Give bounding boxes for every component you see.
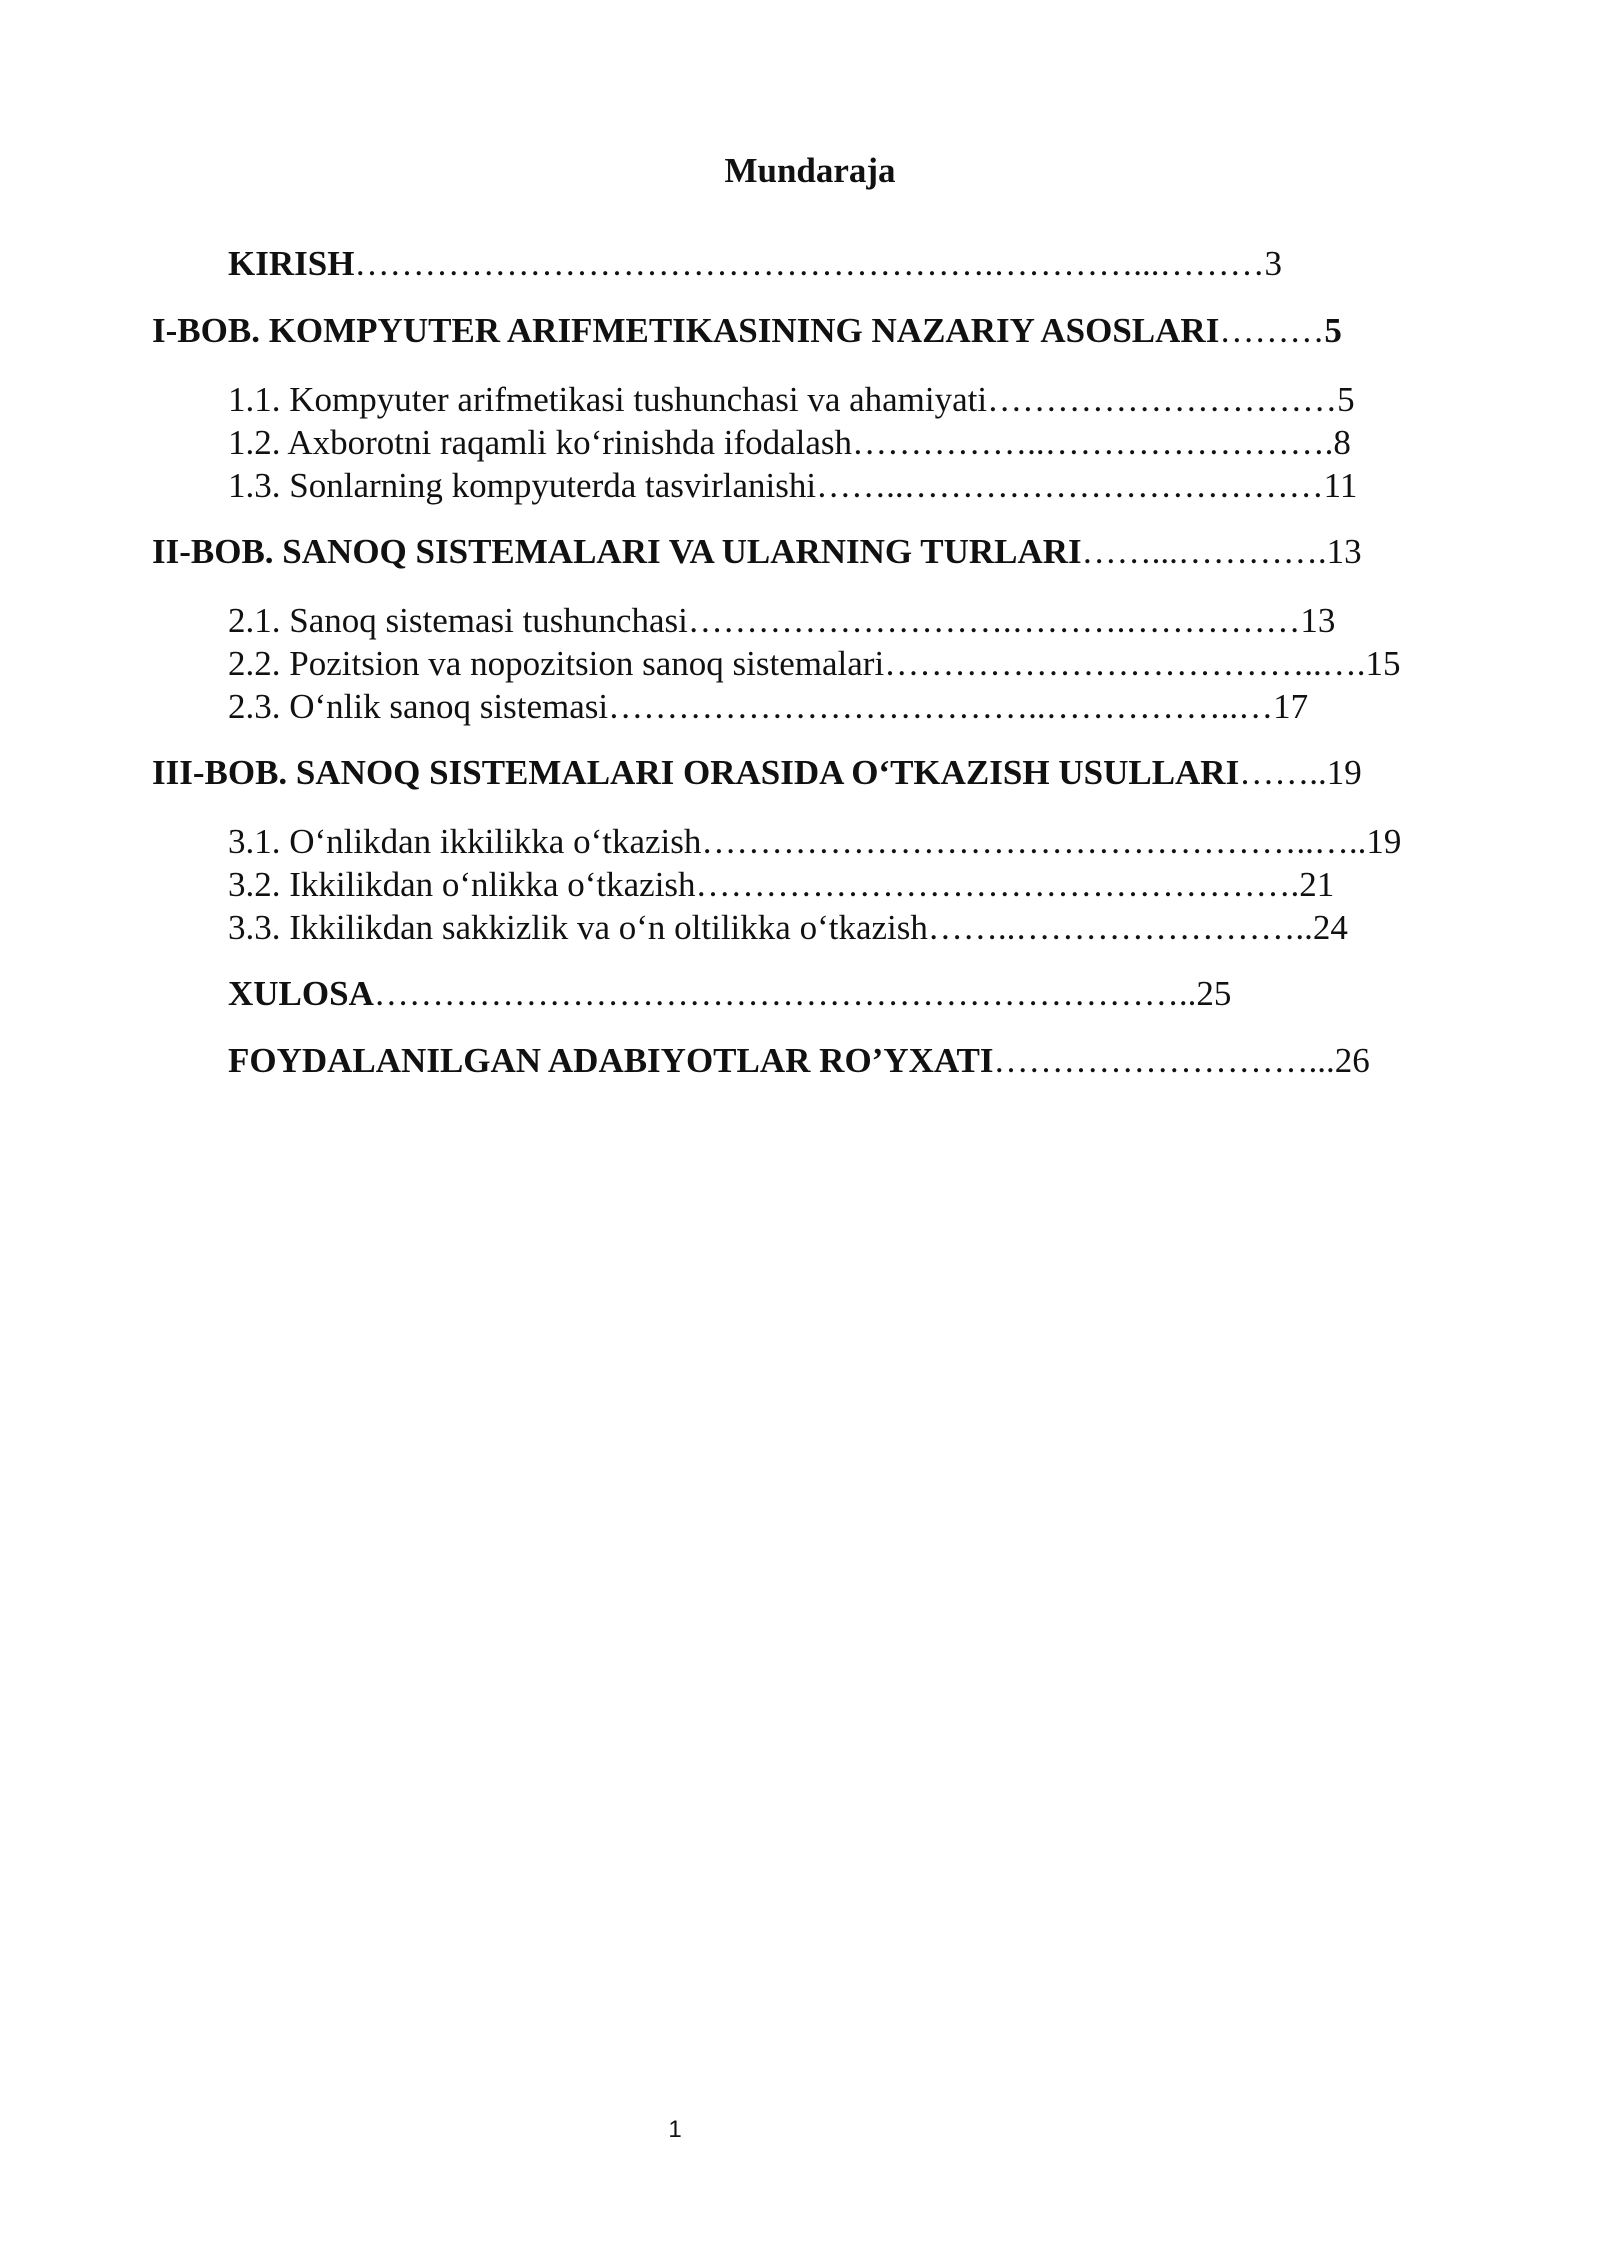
toc-entry-chapter-1 [152,310,1342,352]
toc-leader: ……………………………………………..….. [701,822,1367,861]
toc-page-number: 19 [1366,822,1402,861]
toc-leader: ……………..……………………. [852,423,1334,462]
toc-entry-section-2-3 [228,686,1308,728]
toc-page-number: 5 [1324,311,1342,350]
toc-page-number: 15 [1365,644,1401,683]
toc-entry-label: 3.1. Oʻnlikdan ikkilikka oʻtkazish [228,822,702,861]
toc-entry-label: 1.3. Sonlarning kompyuterda tasvirlanishi [228,466,817,505]
toc-entry-label: XULOSA [228,974,374,1013]
toc-entry-references [228,1040,1370,1082]
toc-leader: ………………………... [993,1041,1335,1080]
toc-entry-label: I-BOB. KOMPYUTER ARIFMETIKASINING NAZARIY ASOSLARI [152,311,1220,350]
toc-entry-chapter-2 [152,531,1362,573]
toc-leader: ……..……………………………… [816,466,1324,505]
toc-entry-label: 3.3. Ikkilikdan sakkizlik va oʻn oltilikka oʻtkazish [228,908,928,947]
toc-page-number: 19 [1326,753,1362,792]
toc-entry-section-1-2 [228,422,1351,464]
toc-entry-label: 2.2. Pozitsion va nopozitsion sanoq sistemalari [228,644,885,683]
toc-entry-chapter-3 [152,752,1362,794]
toc-page-number: 13 [1300,601,1336,640]
toc-leader: ………………………… [987,380,1338,419]
toc-entry-conclusion [228,973,1231,1015]
toc-page-number: 17 [1273,687,1309,726]
toc-leader: ………………………………..…. [884,644,1366,683]
toc-page-number: 13 [1326,532,1362,571]
toc-page-number: 8 [1333,423,1351,462]
toc-leader: ……..…………………….. [927,908,1313,947]
toc-page-number: 21 [1299,865,1335,904]
toc-entry-section-1-3 [228,465,1357,507]
toc-page-number: 25 [1196,974,1232,1013]
toc-entry-kirish [228,243,1282,285]
toc-page-number: 11 [1323,466,1358,505]
toc-entry-section-1-1 [228,379,1355,421]
toc-page-number: 5 [1337,380,1355,419]
toc-leader: ……………………………………………….…………...……… [354,244,1265,283]
toc-leader: ………………………………..……………..… [608,687,1274,726]
toc-entry-section-3-3 [228,907,1348,949]
toc-entry-section-2-1 [228,600,1335,642]
toc-entry-label: 1.1. Kompyuter arifmetikasi tushunchasi va ahamiyati [228,380,988,419]
toc-entry-section-3-2 [228,864,1334,906]
page-title: Mundaraja [724,151,896,190]
toc-leader: …………………………………………………………….. [373,974,1197,1013]
toc-entry-label: KIRISH [228,244,355,283]
toc-page-number: 3 [1264,244,1282,283]
toc-entry-label: 2.1. Sanoq sistemasi tushunchasi [228,601,688,640]
toc-leader: …….. [1239,753,1327,792]
toc-entry-section-3-1 [228,821,1401,863]
toc-entry-label: 1.2. Axborotni raqamli koʻrinishda ifodalash [228,423,853,462]
toc-page-number: 24 [1312,908,1348,947]
toc-entry-label: 3.2. Ikkilikdan oʻnlikka oʻtkazish [228,865,696,904]
toc-page-number: 26 [1334,1041,1370,1080]
toc-leader: ……...…………. [1081,532,1327,571]
toc-entry-label: FOYDALANILGAN ADABIYOTLAR RO’YXATI [228,1041,994,1080]
page-number: 1 [668,2116,682,2143]
toc-leader: ……… [1219,311,1325,350]
toc-entry-label: II-BOB. SANOQ SISTEMALARI VA ULARNING TURLARI [152,532,1082,571]
toc-entry-label: 2.3. Oʻnlik sanoq sistemasi [228,687,609,726]
toc-entry-section-2-2 [228,643,1400,685]
toc-leader: ……………………………………………. [695,865,1300,904]
toc-entry-label: III-BOB. SANOQ SISTEMALARI ORASIDA OʻTKAZISH USULLARI [152,753,1240,792]
toc-leader: ……………………….……….…………… [687,601,1301,640]
